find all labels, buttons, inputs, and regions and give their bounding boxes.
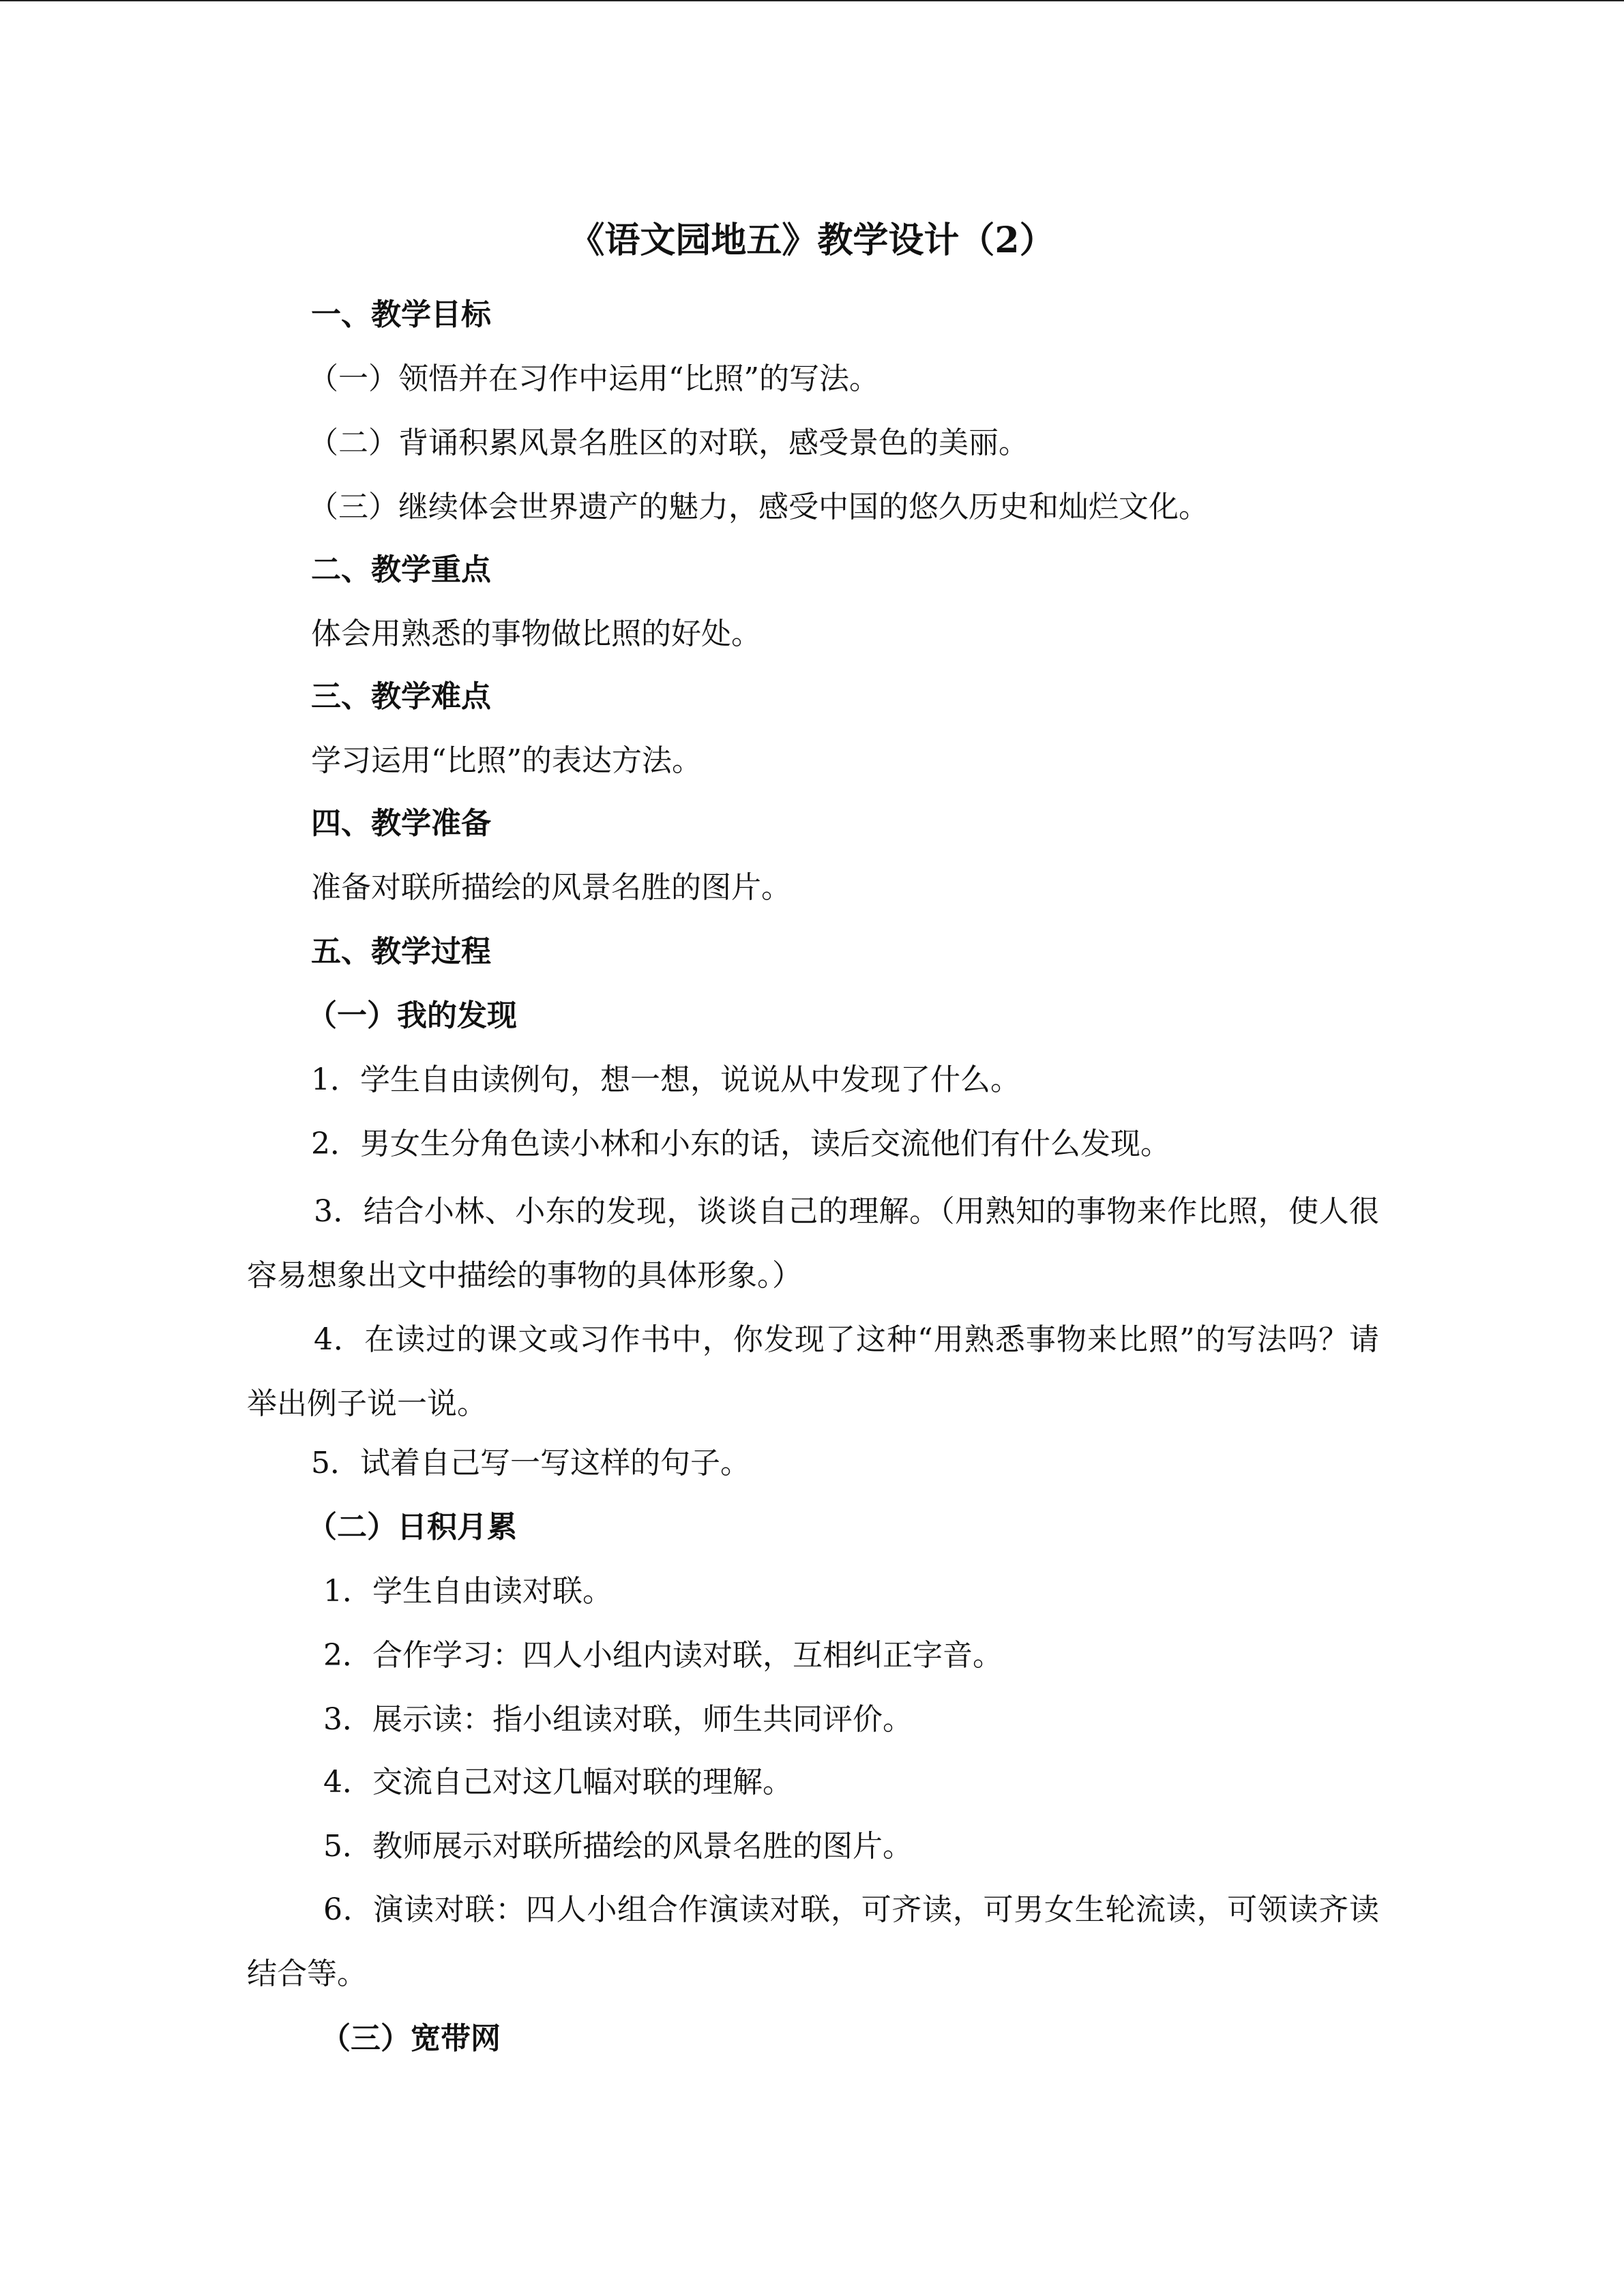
objective-item-3: （三）继续体会世界遗产的魅力，感受中国的悠久历史和灿烂文化。 xyxy=(308,490,1209,524)
subsection-heading-discovery: （一）我的发现 xyxy=(307,998,517,1033)
key-points-text: 体会用熟悉的事物做比照的好处。 xyxy=(311,616,761,651)
discovery-step-3: 3．结合小林、小东的发现，谈谈自己的理解。（用熟知的事物来作比照，使人很容易想象出文中描绘的事物的具体形象。） xyxy=(247,1194,1379,1293)
accumulation-step-3: 3．展示读：指小组读对联，师生共同评价。 xyxy=(323,1702,913,1737)
discovery-step-5: 5．试着自己写一写这样的句子。 xyxy=(311,1446,750,1480)
discovery-step-4: 4．在读过的课文或习作书中，你发现了这种“用熟悉事物来比照”的写法吗？请举出例子说一说。 xyxy=(247,1322,1379,1421)
objective-item-1: （一）领悟并在习作中运用“比照”的写法。 xyxy=(308,361,879,396)
section-heading-objectives: 一、教学目标 xyxy=(311,297,491,332)
subsection-heading-accumulation: （二）日积月累 xyxy=(307,1510,517,1545)
preparation-text: 准备对联所描绘的风景名胜的图片。 xyxy=(311,870,791,905)
section-heading-key-points: 二、教学重点 xyxy=(311,552,491,587)
section-heading-process: 五、教学过程 xyxy=(311,934,491,969)
accumulation-step-5: 5．教师展示对联所描绘的风景名胜的图片。 xyxy=(323,1829,913,1864)
accumulation-step-2: 2．合作学习：四人小组内读对联，互相纠正字音。 xyxy=(323,1638,1003,1673)
discovery-step-1: 1．学生自由读例句，想一想，说说从中发现了什么。 xyxy=(311,1062,1020,1097)
accumulation-step-1: 1．学生自由读对联。 xyxy=(323,1574,612,1609)
document-title: 《语文园地五》教学设计（2） xyxy=(569,220,1055,261)
section-heading-preparation: 四、教学准备 xyxy=(311,806,491,841)
accumulation-step-4: 4．交流自己对这几幅对联的理解。 xyxy=(323,1765,793,1800)
section-heading-difficulties: 三、教学难点 xyxy=(311,679,491,714)
objective-item-2: （二）背诵积累风景名胜区的对联，感受景色的美丽。 xyxy=(308,426,1029,460)
discovery-step-2: 2．男女生分角色读小林和小东的话，读后交流他们有什么发现。 xyxy=(311,1127,1170,1161)
accumulation-step-6: 6．演读对联：四人小组合作演读对联，可齐读，可男女生轮流读，可领读齐读结合等。 xyxy=(247,1892,1379,1991)
difficulties-text: 学习运用“比照”的表达方法。 xyxy=(311,743,702,778)
subsection-heading-broadband: （三）宽带网 xyxy=(321,2021,501,2056)
